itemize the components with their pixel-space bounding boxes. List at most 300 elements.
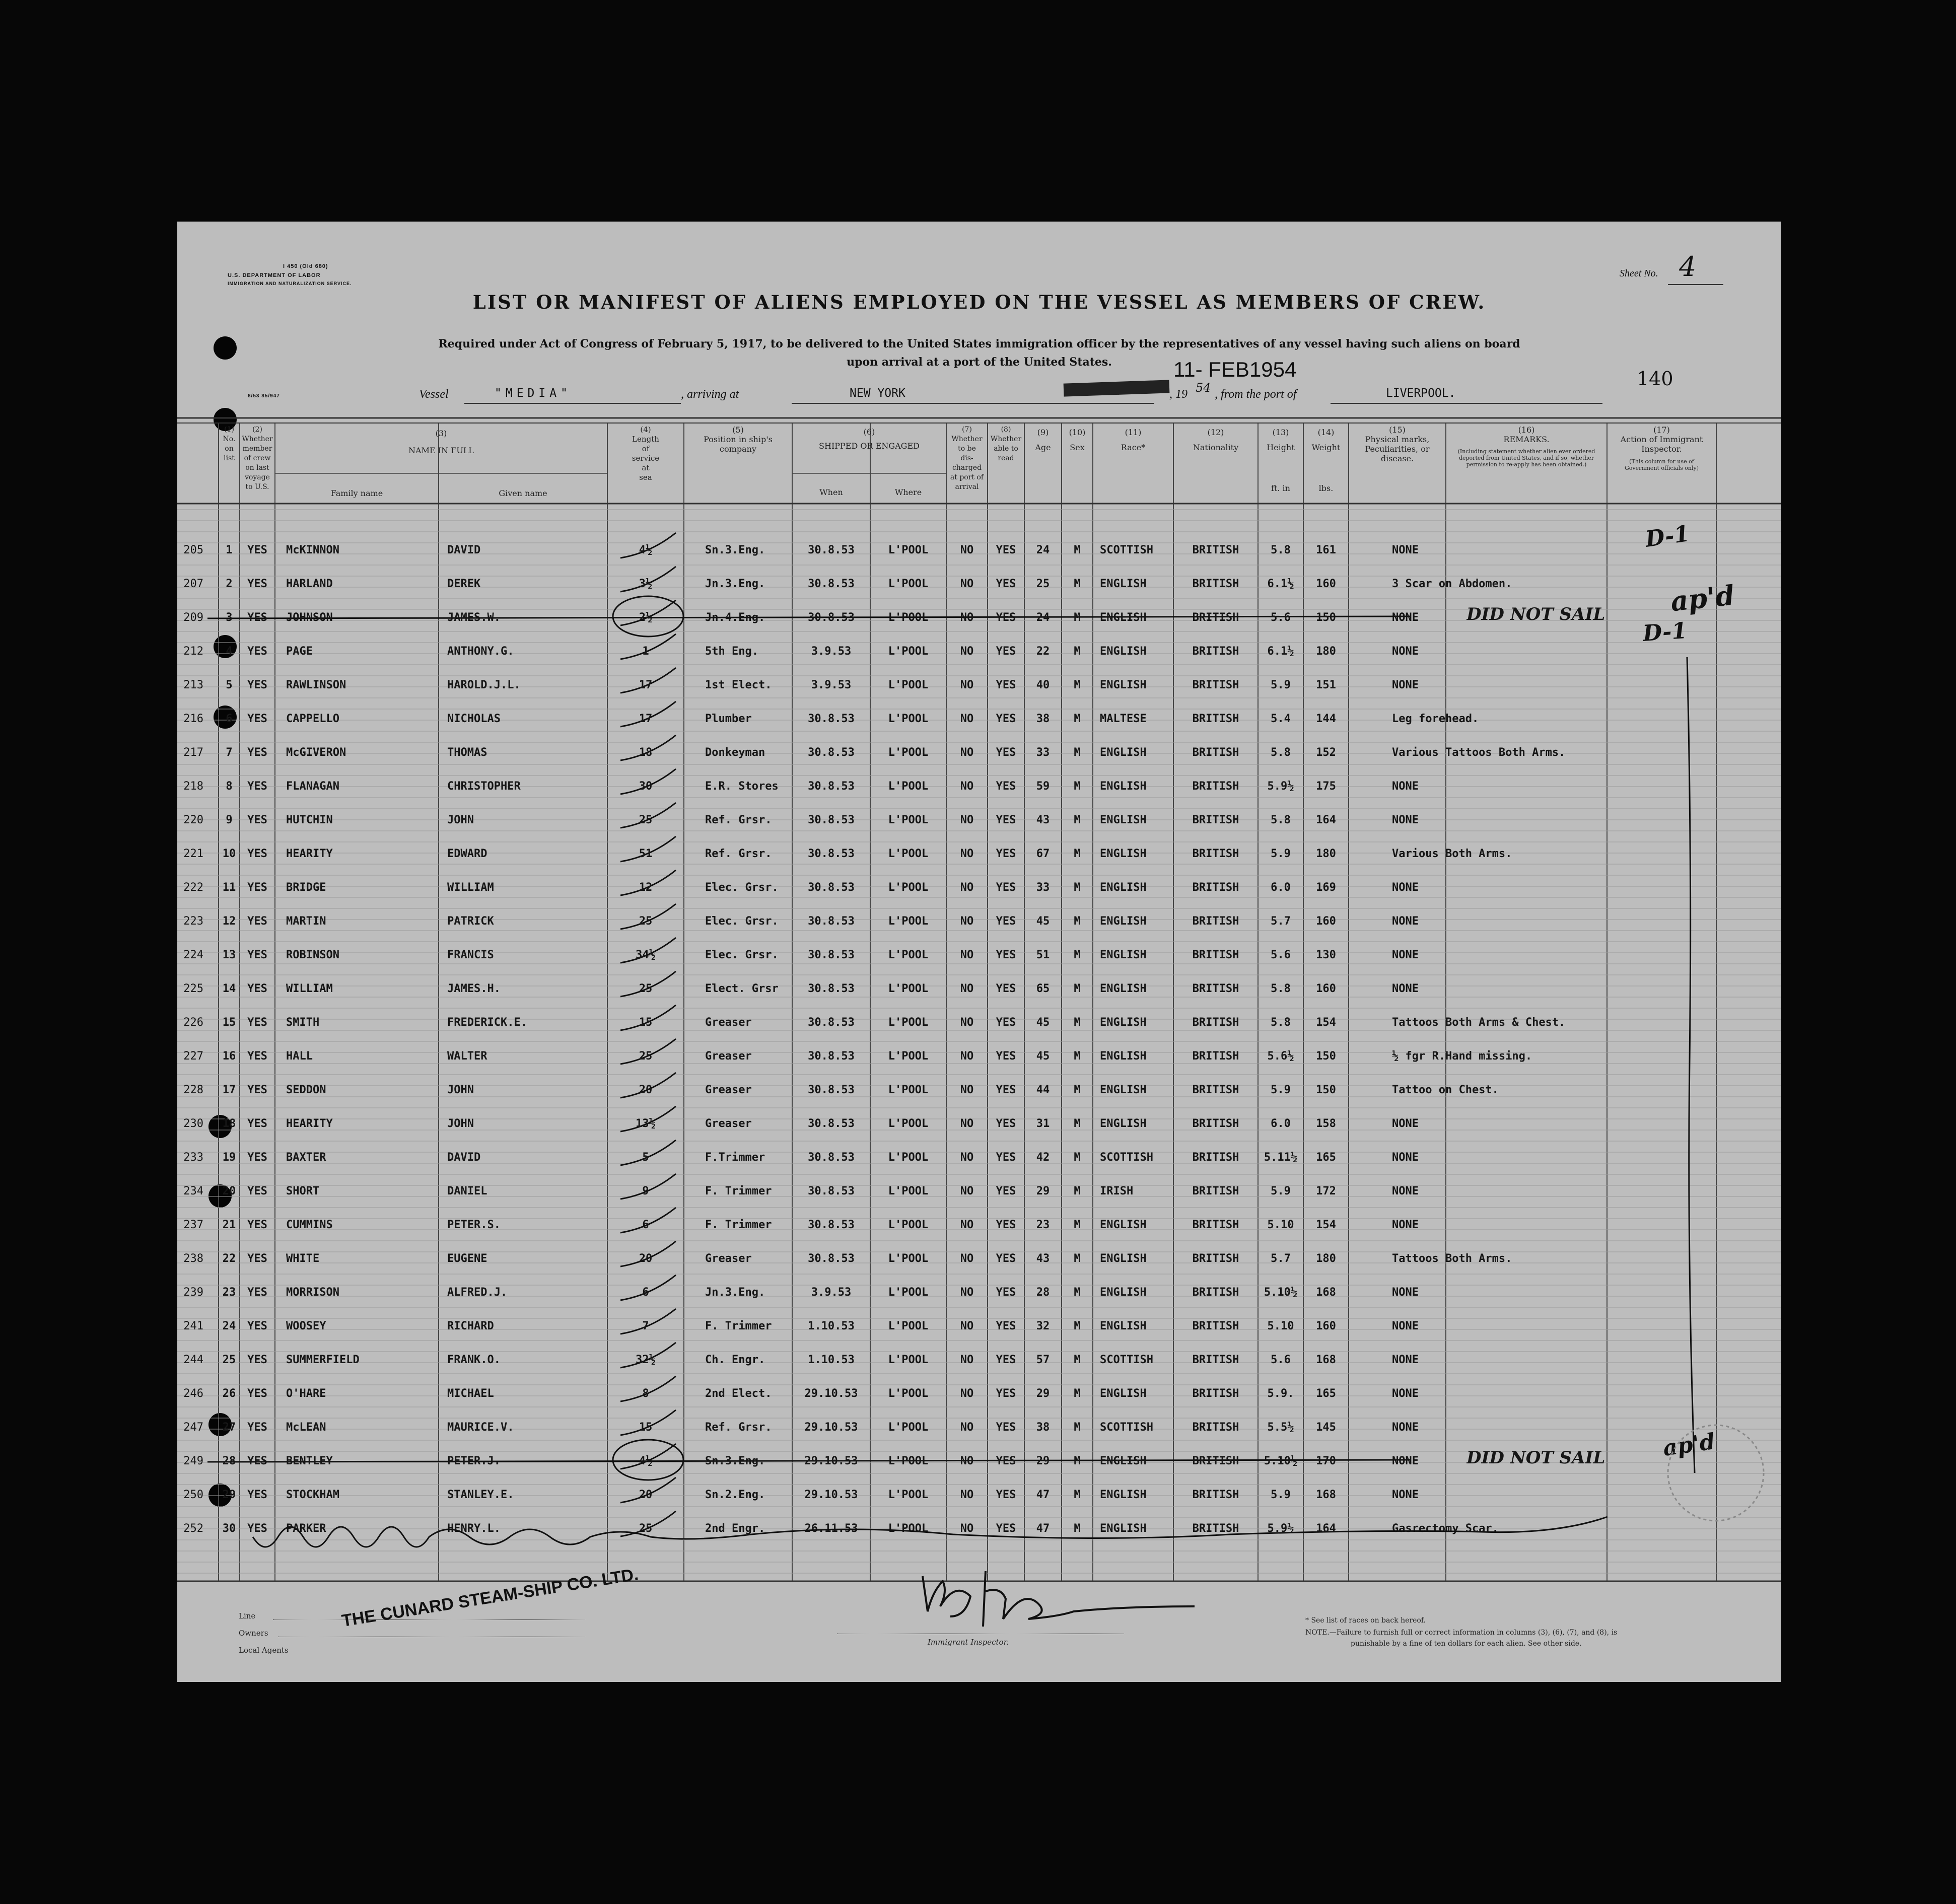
row-list-number: 13 — [222, 949, 236, 961]
row-ref-number: 224 — [183, 949, 203, 961]
row-last-voyage: YES — [247, 544, 267, 556]
row-nationality: BRITISH — [1192, 1252, 1239, 1265]
row-list-number: 1 — [226, 544, 233, 556]
row-nationality: BRITISH — [1192, 1016, 1239, 1029]
row-shipped-when: 30.8.53 — [808, 780, 855, 793]
row-race: ENGLISH — [1100, 645, 1147, 658]
row-height: 5.8 — [1271, 982, 1291, 995]
vessel-name: "MEDIA" — [495, 387, 572, 400]
header-col-7: (7) Whether to be dis- charged at port of arrival — [950, 426, 984, 491]
row-age: 29 — [1036, 1387, 1050, 1400]
row-given-name: EUGENE — [447, 1252, 487, 1265]
row-race: ENGLISH — [1100, 881, 1147, 894]
row-shipped-when: 30.8.53 — [808, 982, 855, 995]
header-col-3: (3) NAME IN FULL — [408, 429, 474, 455]
inspector-note-approved: ap'd — [1669, 579, 1736, 618]
row-list-number: 28 — [222, 1455, 236, 1467]
row-ref-number: 216 — [183, 713, 203, 725]
row-discharged: NO — [960, 713, 974, 725]
row-list-number: 17 — [222, 1084, 236, 1096]
row-age: 22 — [1036, 645, 1050, 658]
row-able-to-read: YES — [996, 1421, 1016, 1434]
row-last-voyage: YES — [247, 1151, 267, 1164]
row-position: Jn.3.Eng. — [705, 578, 765, 590]
row-nationality: BRITISH — [1192, 881, 1239, 894]
row-able-to-read: YES — [996, 780, 1016, 793]
row-ref-number: 212 — [183, 645, 203, 658]
row-sex: M — [1074, 848, 1081, 860]
row-able-to-read: YES — [996, 1455, 1016, 1467]
row-weight: 151 — [1316, 679, 1336, 691]
row-family-name: WOOSEY — [286, 1320, 326, 1332]
row-shipped-when: 30.8.53 — [808, 1151, 855, 1164]
row-family-name: SHORT — [286, 1185, 320, 1197]
header-col-12: (12) Nationality — [1193, 428, 1239, 452]
row-shipped-where: L'POOL — [888, 645, 929, 658]
row-nationality: BRITISH — [1192, 746, 1239, 759]
departure-port: LIVERPOOL. — [1386, 387, 1456, 400]
row-last-voyage: YES — [247, 1252, 267, 1265]
row-physical-marks: NONE — [1392, 1185, 1419, 1197]
row-list-number: 24 — [222, 1320, 236, 1332]
row-height: 5.9. — [1267, 1387, 1294, 1400]
header-given-name: Given name — [499, 488, 547, 498]
row-discharged: NO — [960, 1185, 974, 1197]
row-age: 28 — [1036, 1286, 1050, 1299]
header-col-4: (4) Length of service at sea — [632, 425, 660, 482]
row-physical-marks: NONE — [1392, 1489, 1419, 1501]
row-race: ENGLISH — [1100, 679, 1147, 691]
row-ref-number: 213 — [183, 679, 203, 691]
row-sex: M — [1074, 814, 1081, 826]
row-shipped-where: L'POOL — [888, 1117, 929, 1130]
row-discharged: NO — [960, 1016, 974, 1029]
row-given-name: DANIEL — [447, 1185, 487, 1197]
row-age: 38 — [1036, 1421, 1050, 1434]
row-length-of-service: 2½ — [639, 611, 653, 624]
row-race: ENGLISH — [1100, 1286, 1147, 1299]
row-nationality: BRITISH — [1192, 1354, 1239, 1366]
row-age: 33 — [1036, 746, 1050, 759]
row-family-name: ROBINSON — [286, 949, 339, 961]
row-physical-marks: NONE — [1392, 611, 1419, 624]
row-family-name: SMITH — [286, 1016, 320, 1029]
row-given-name: ALFRED.J. — [447, 1286, 508, 1299]
page-number: 140 — [1637, 368, 1673, 390]
row-length-of-service: 1 — [642, 645, 649, 658]
row-age: 31 — [1036, 1117, 1050, 1130]
row-ref-number: 244 — [183, 1354, 203, 1366]
row-nationality: BRITISH — [1192, 1185, 1239, 1197]
row-given-name: DEREK — [447, 578, 481, 590]
row-able-to-read: YES — [996, 949, 1016, 961]
row-age: 51 — [1036, 949, 1050, 961]
row-position: Sn.3.Eng. — [705, 544, 765, 556]
header-col-15: (15) Physical marks, Peculiarities, or disease. — [1365, 425, 1430, 463]
row-physical-marks: NONE — [1392, 645, 1419, 658]
row-given-name: DAVID — [447, 544, 481, 556]
header-height-unit: ft. in — [1271, 483, 1290, 493]
row-age: 42 — [1036, 1151, 1050, 1164]
row-given-name: RICHARD — [447, 1320, 494, 1332]
row-shipped-when: 3.9.53 — [811, 1286, 852, 1299]
row-discharged: NO — [960, 1522, 974, 1535]
row-shipped-where: L'POOL — [888, 1489, 929, 1501]
row-shipped-where: L'POOL — [888, 746, 929, 759]
row-able-to-read: YES — [996, 1219, 1016, 1231]
inspector-note-approved-bottom: ap'd — [1661, 1429, 1717, 1461]
row-list-number: 9 — [226, 814, 233, 826]
header-col-13: (13) Height — [1267, 428, 1295, 452]
date-stamp: 11- FEB1954 — [1173, 358, 1297, 381]
row-weight: 169 — [1316, 881, 1336, 894]
row-height: 5.9 — [1271, 1489, 1291, 1501]
header-inspector-note: (This column for use of Government officials only) — [1624, 458, 1699, 471]
row-able-to-read: YES — [996, 1252, 1016, 1265]
row-ref-number: 238 — [183, 1252, 203, 1265]
row-physical-marks: NONE — [1392, 881, 1419, 894]
row-discharged: NO — [960, 814, 974, 826]
row-race: IRISH — [1100, 1185, 1134, 1197]
row-able-to-read: YES — [996, 645, 1016, 658]
row-shipped-when: 30.8.53 — [808, 544, 855, 556]
row-weight: 168 — [1316, 1489, 1336, 1501]
row-able-to-read: YES — [996, 746, 1016, 759]
row-position: 2nd Elect. — [705, 1387, 772, 1400]
row-position: Greaser — [705, 1016, 752, 1029]
row-race: ENGLISH — [1100, 746, 1147, 759]
row-position: 2nd Engr. — [705, 1522, 765, 1535]
row-race: ENGLISH — [1100, 1522, 1147, 1535]
row-race: ENGLISH — [1100, 1016, 1147, 1029]
row-height: 5.4 — [1271, 713, 1291, 725]
header-col-9: (9) Age — [1035, 428, 1051, 452]
row-last-voyage: YES — [247, 1354, 267, 1366]
row-position: 1st Elect. — [705, 679, 772, 691]
header-family-name: Family name — [330, 488, 383, 498]
row-discharged: NO — [960, 578, 974, 590]
row-length-of-service: 15 — [639, 1421, 653, 1434]
row-weight: 150 — [1316, 1050, 1336, 1063]
agents-label: Local Agents — [239, 1646, 289, 1655]
row-physical-marks: NONE — [1392, 1151, 1419, 1164]
header-col-2: (2) Whether member of crew on last voyage to U.S. — [242, 426, 273, 491]
row-ref-number: 222 — [183, 881, 203, 894]
row-height: 5.9½ — [1267, 780, 1294, 793]
row-ref-number: 217 — [183, 746, 203, 759]
row-given-name: WALTER — [447, 1050, 487, 1063]
row-weight: 130 — [1316, 949, 1336, 961]
row-given-name: CHRISTOPHER — [447, 780, 521, 793]
row-weight: 168 — [1316, 1354, 1336, 1366]
row-nationality: BRITISH — [1192, 1151, 1239, 1164]
row-height: 5.9 — [1271, 679, 1291, 691]
row-sex: M — [1074, 1354, 1081, 1366]
row-age: 43 — [1036, 814, 1050, 826]
row-given-name: NICHOLAS — [447, 713, 501, 725]
row-position: Greaser — [705, 1050, 752, 1063]
row-physical-marks: NONE — [1392, 1286, 1419, 1299]
row-shipped-where: L'POOL — [888, 1185, 929, 1197]
from-label: , from the port of — [1215, 388, 1297, 401]
row-discharged: NO — [960, 1320, 974, 1332]
row-last-voyage: YES — [247, 746, 267, 759]
header-where: Where — [894, 487, 922, 497]
line-label: Line — [239, 1611, 256, 1620]
row-physical-marks: NONE — [1392, 679, 1419, 691]
row-list-number: 26 — [222, 1387, 236, 1400]
row-ref-number: 205 — [183, 544, 203, 556]
row-sex: M — [1074, 1219, 1081, 1231]
row-shipped-when: 30.8.53 — [808, 1185, 855, 1197]
row-height: 5.6 — [1271, 1354, 1291, 1366]
row-ref-number: 234 — [183, 1185, 203, 1197]
row-shipped-when: 30.8.53 — [808, 1016, 855, 1029]
row-height: 6.0 — [1271, 881, 1291, 894]
row-sex: M — [1074, 1522, 1081, 1535]
subtitle-line-2: upon arrival at a port of the United States. — [847, 356, 1112, 369]
row-shipped-where: L'POOL — [888, 1455, 929, 1467]
row-list-number: 20 — [222, 1185, 236, 1197]
row-given-name: JOHN — [447, 1117, 474, 1130]
row-able-to-read: YES — [996, 881, 1016, 894]
row-list-number: 14 — [222, 982, 236, 995]
inspector-label: Immigrant Inspector. — [928, 1638, 1009, 1647]
row-nationality: BRITISH — [1192, 982, 1239, 995]
row-ref-number: 249 — [183, 1455, 203, 1467]
row-weight: 150 — [1316, 1084, 1336, 1096]
row-weight: 180 — [1316, 645, 1336, 658]
row-family-name: WHITE — [286, 1252, 320, 1265]
row-last-voyage: YES — [247, 1320, 267, 1332]
row-discharged: NO — [960, 1084, 974, 1096]
row-race: ENGLISH — [1100, 1252, 1147, 1265]
row-family-name: HEARITY — [286, 1117, 333, 1130]
arriving-port: NEW YORK — [850, 387, 905, 400]
form-code: 8/53 85/947 — [248, 393, 280, 399]
row-last-voyage: YES — [247, 814, 267, 826]
row-family-name: SEDDON — [286, 1084, 326, 1096]
row-physical-marks: NONE — [1392, 1421, 1419, 1434]
row-position: Elec. Grsr. — [705, 949, 779, 961]
row-family-name: O'HARE — [286, 1387, 326, 1400]
row-race: MALTESE — [1100, 713, 1147, 725]
row-height: 5.9 — [1271, 1185, 1291, 1197]
row-family-name: McGIVERON — [286, 746, 346, 759]
row-discharged: NO — [960, 679, 974, 691]
row-sex: M — [1074, 1050, 1081, 1063]
row-position: Jn.3.Eng. — [705, 1286, 765, 1299]
row-last-voyage: YES — [247, 949, 267, 961]
row-able-to-read: YES — [996, 1016, 1016, 1029]
row-physical-marks: NONE — [1392, 814, 1419, 826]
row-ref-number: 209 — [183, 611, 203, 624]
fine-note-line-1: NOTE.—Failure to furnish full or correct information in columns (3), (6), (7), and (8), is — [1305, 1629, 1618, 1637]
row-nationality: BRITISH — [1192, 611, 1239, 624]
row-shipped-when: 29.10.53 — [804, 1489, 858, 1501]
row-last-voyage: YES — [247, 1421, 267, 1434]
row-race: ENGLISH — [1100, 1455, 1147, 1467]
row-position: Elec. Grsr. — [705, 915, 779, 928]
row-nationality: BRITISH — [1192, 814, 1239, 826]
row-length-of-service: 6 — [642, 1286, 649, 1299]
row-length-of-service: 17 — [639, 713, 653, 725]
row-ref-number: 246 — [183, 1387, 203, 1400]
row-family-name: PAGE — [286, 645, 313, 658]
row-list-number: 25 — [222, 1354, 236, 1366]
row-race: ENGLISH — [1100, 578, 1147, 590]
row-weight: 164 — [1316, 814, 1336, 826]
row-family-name: JOHNSON — [286, 611, 333, 624]
row-physical-marks: NONE — [1392, 915, 1419, 928]
row-weight: 165 — [1316, 1387, 1336, 1400]
row-height: 5.10 — [1267, 1219, 1294, 1231]
row-position: Donkeyman — [705, 746, 765, 759]
row-discharged: NO — [960, 1421, 974, 1434]
row-position: F. Trimmer — [705, 1219, 772, 1231]
row-age: 45 — [1036, 915, 1050, 928]
row-height: 5.6 — [1271, 611, 1291, 624]
subtitle-line-1: Required under Act of Congress of February 5, 1917, to be delivered to the United States immigration officer by the representatives of any vessel having such aliens on board — [438, 337, 1520, 350]
year-prefix: , 19 — [1169, 388, 1187, 401]
row-height: 5.9 — [1271, 1084, 1291, 1096]
page-title: LIST OR MANIFEST OF ALIENS EMPLOYED ON THE VESSEL AS MEMBERS OF CREW. — [472, 291, 1486, 313]
row-sex: M — [1074, 746, 1081, 759]
row-length-of-service: 18 — [639, 746, 653, 759]
row-discharged: NO — [960, 1219, 974, 1231]
row-position: Elec. Grsr. — [705, 881, 779, 894]
row-shipped-where: L'POOL — [888, 544, 929, 556]
row-last-voyage: YES — [247, 611, 267, 624]
row-list-number: 30 — [222, 1522, 236, 1535]
row-length-of-service: 6 — [642, 1219, 649, 1231]
row-family-name: HEARITY — [286, 848, 333, 860]
row-shipped-where: L'POOL — [888, 1320, 929, 1332]
row-age: 23 — [1036, 1219, 1050, 1231]
row-discharged: NO — [960, 1387, 974, 1400]
row-height: 5.7 — [1271, 915, 1291, 928]
row-family-name: SUMMERFIELD — [286, 1354, 360, 1366]
row-physical-marks: NONE — [1392, 1320, 1419, 1332]
row-given-name: HENRY.L. — [447, 1522, 501, 1535]
sheet-label: Sheet No. — [1620, 268, 1658, 279]
row-list-number: 12 — [222, 915, 236, 928]
row-discharged: NO — [960, 1354, 974, 1366]
row-sex: M — [1074, 1320, 1081, 1332]
row-length-of-service: 4½ — [639, 544, 653, 556]
row-sex: M — [1074, 1016, 1081, 1029]
row-ref-number: 225 — [183, 982, 203, 995]
row-ref-number: 228 — [183, 1084, 203, 1096]
row-family-name: HUTCHIN — [286, 814, 333, 826]
row-nationality: BRITISH — [1192, 1084, 1239, 1096]
row-race: ENGLISH — [1100, 814, 1147, 826]
row-discharged: NO — [960, 611, 974, 624]
row-sex: M — [1074, 1117, 1081, 1130]
row-last-voyage: YES — [247, 1522, 267, 1535]
row-age: 44 — [1036, 1084, 1050, 1096]
row-position: E.R. Stores — [705, 780, 779, 793]
row-physical-marks: NONE — [1392, 1219, 1419, 1231]
row-family-name: RAWLINSON — [286, 679, 346, 691]
row-sex: M — [1074, 611, 1081, 624]
row-length-of-service: 34½ — [636, 949, 656, 961]
row-shipped-when: 30.8.53 — [808, 1252, 855, 1265]
row-family-name: McLEAN — [286, 1421, 326, 1434]
row-height: 5.6½ — [1267, 1050, 1294, 1063]
row-given-name: PETER.S. — [447, 1219, 501, 1231]
row-height: 5.8 — [1271, 1016, 1291, 1029]
row-able-to-read: YES — [996, 1084, 1016, 1096]
row-length-of-service: 25 — [639, 982, 653, 995]
row-shipped-when: 1.10.53 — [808, 1320, 855, 1332]
row-length-of-service: 25 — [639, 1522, 653, 1535]
header-col-6: (6) SHIPPED OR ENGAGED — [819, 427, 920, 451]
row-able-to-read: YES — [996, 1151, 1016, 1164]
service-name: IMMIGRATION AND NATURALIZATION SERVICE. — [228, 281, 352, 286]
row-weight: 144 — [1316, 713, 1336, 725]
header-weight-unit: lbs. — [1318, 483, 1334, 493]
row-nationality: BRITISH — [1192, 1421, 1239, 1434]
row-nationality: BRITISH — [1192, 679, 1239, 691]
row-length-of-service: 30 — [639, 780, 653, 793]
row-length-of-service: 20 — [639, 1084, 653, 1096]
row-shipped-when: 29.10.53 — [804, 1421, 858, 1434]
row-given-name: FRANCIS — [447, 949, 494, 961]
row-shipped-when: 26.11.53 — [804, 1522, 858, 1535]
row-ref-number: 226 — [183, 1016, 203, 1029]
row-nationality: BRITISH — [1192, 1050, 1239, 1063]
row-position: Greaser — [705, 1084, 752, 1096]
row-shipped-when: 30.8.53 — [808, 578, 855, 590]
row-list-number: 23 — [222, 1286, 236, 1299]
row-shipped-when: 30.8.53 — [808, 1219, 855, 1231]
header-col-14: (14) Weight — [1311, 428, 1341, 452]
row-length-of-service: 4½ — [639, 1455, 653, 1467]
row-given-name: FREDERICK.E. — [447, 1016, 527, 1029]
row-able-to-read: YES — [996, 611, 1016, 624]
inspector-signature — [923, 1571, 1195, 1627]
row-age: 38 — [1036, 713, 1050, 725]
header-col-5: (5) Position in ship's company — [704, 425, 773, 454]
row-nationality: BRITISH — [1192, 1522, 1239, 1535]
row-height: 5.6 — [1271, 949, 1291, 961]
row-discharged: NO — [960, 1151, 974, 1164]
row-weight: 164 — [1316, 1522, 1336, 1535]
row-position: Greaser — [705, 1117, 752, 1130]
header-col-16: (16) REMARKS. — [1503, 425, 1550, 444]
row-height: 5.7 — [1271, 1252, 1291, 1265]
row-discharged: NO — [960, 949, 974, 961]
row-height: 5.10 — [1267, 1320, 1294, 1332]
row-shipped-when: 30.8.53 — [808, 611, 855, 624]
row-age: 33 — [1036, 881, 1050, 894]
row-sex: M — [1074, 645, 1081, 658]
row-physical-marks: NONE — [1392, 1455, 1419, 1467]
row-race: ENGLISH — [1100, 1117, 1147, 1130]
row-sex: M — [1074, 949, 1081, 961]
row-last-voyage: YES — [247, 1185, 267, 1197]
row-sex: M — [1074, 1421, 1081, 1434]
row-last-voyage: YES — [247, 881, 267, 894]
row-race: ENGLISH — [1100, 611, 1147, 624]
inspector-note-d1: D-1 — [1643, 521, 1691, 552]
row-shipped-where: L'POOL — [888, 1084, 929, 1096]
row-height: 6.1½ — [1267, 645, 1294, 658]
row-last-voyage: YES — [247, 1455, 267, 1467]
year-suffix: 54 — [1196, 381, 1211, 395]
row-shipped-where: L'POOL — [888, 915, 929, 928]
